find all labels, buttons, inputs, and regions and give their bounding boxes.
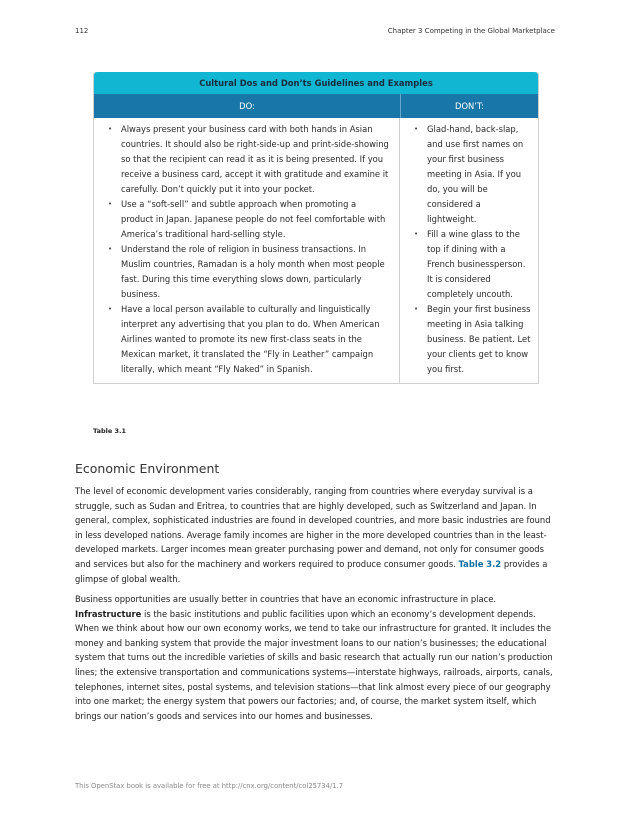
paragraph-text: The level of economic development varies considerably, ranging from countries where everyday survival is a struggle, such as Sudan and Eritrea, to countries that are highly developed, such as Switzerland and Japan. In general, complex, sophisticated industries are found in developed countries, and more basic industries are found in less developed nations. Average family incomes are higher in the more developed countries than in the least-developed markets. Larger incomes mean greater purchasing power and demand, not only for consumer goods and services but also for the machinery and workers required to produce consumer goods.	[75, 486, 551, 569]
list-item: • Glad-hand, back-slap, and use first names on your first business meeting in Asia. If you do, you will be considered a lightweight.	[414, 122, 532, 227]
paragraph-text: Business opportunities are usually better in countries that have an economic infrastructure in place.	[75, 594, 497, 604]
list-item: • Use a “soft-sell” and subtle approach when promoting a product in Japan. Japanese people do not feel comfortable with America’s traditional hard-selling style.	[108, 197, 391, 242]
list-item: • Have a local person available to culturally and linguistically interpret any advertising that you plan to do. When American Airlines wanted to promote its new first-class seats in the Mexican market, it translated the “Fly in Leather” campaign literally, which meant “Fly Naked” in Spanish.	[108, 302, 391, 377]
key-term-infrastructure: Infrastructure	[75, 608, 142, 619]
list-item: • Always present your business card with both hands in Asian countries. It should also be right-side-up and print-side-showing so that the recipient can read it as it is being presented. If you receive a business card, accept it with gratitude and examine it carefully. Don’t quickly put it into your pocket.	[108, 122, 391, 197]
do-list	[108, 122, 391, 377]
list-item: • Fill a wine glass to the top if dining with a French businessperson. It is considered completely uncouth.	[414, 227, 532, 302]
paragraph-infrastructure	[75, 592, 557, 723]
table-3-2-link[interactable]: Table 3.2	[458, 558, 502, 569]
list-item: • Understand the role of religion in business transactions. In Muslim countries, Ramadan is a holy month when most people fast. During this time everything slows down, particularly business.	[108, 242, 391, 302]
column-header-do: DO:	[94, 94, 401, 118]
do-cell	[94, 118, 400, 383]
table-body-row	[94, 118, 538, 383]
paragraph-text: is the basic institutions and public facilities upon which an economy’s development depends. When we think about how our own economy works, we tend to take our infrastructure for granted. It includes the money and banking system that provide the major investment loans to our nation’s businesses; the educational system that turns out the incredible varieties of skills and basic research that actually run our nation’s production lines; the extensive transportation and communications systems—interstate highways, railroads, airports, canals, telephones, internet sites, postal systems, and television stations—that link almost every piece of our geography into one market; the energy system that powers our factories; and, of course, the market system itself, which brings our nation’s goods and services into our homes and businesses.	[75, 608, 553, 721]
paragraph-economic-development	[75, 484, 557, 586]
section-heading: Economic Environment	[75, 461, 220, 476]
table-header-row	[94, 94, 538, 118]
table-caption: Table 3.1	[93, 427, 127, 435]
column-header-dont: DON’T:	[455, 101, 484, 111]
page-footer: This OpenStax book is available for free at http://cnx.org/content/col25734/1.7	[75, 782, 344, 790]
chapter-title: Chapter 3 Competing in the Global Marketplace	[387, 27, 555, 35]
paragraph-text: provides a glimpse of global wealth.	[75, 558, 548, 584]
cultural-dos-donts-table	[93, 72, 539, 384]
page-number: 112	[75, 27, 89, 35]
table-title: Cultural Dos and Don’ts Guidelines and Examples	[94, 72, 538, 94]
dont-cell	[400, 118, 538, 383]
dont-list	[414, 122, 532, 377]
list-item: • Begin your first business meeting in Asia talking business. Be patient. Let your clients get to know you first.	[414, 302, 532, 377]
